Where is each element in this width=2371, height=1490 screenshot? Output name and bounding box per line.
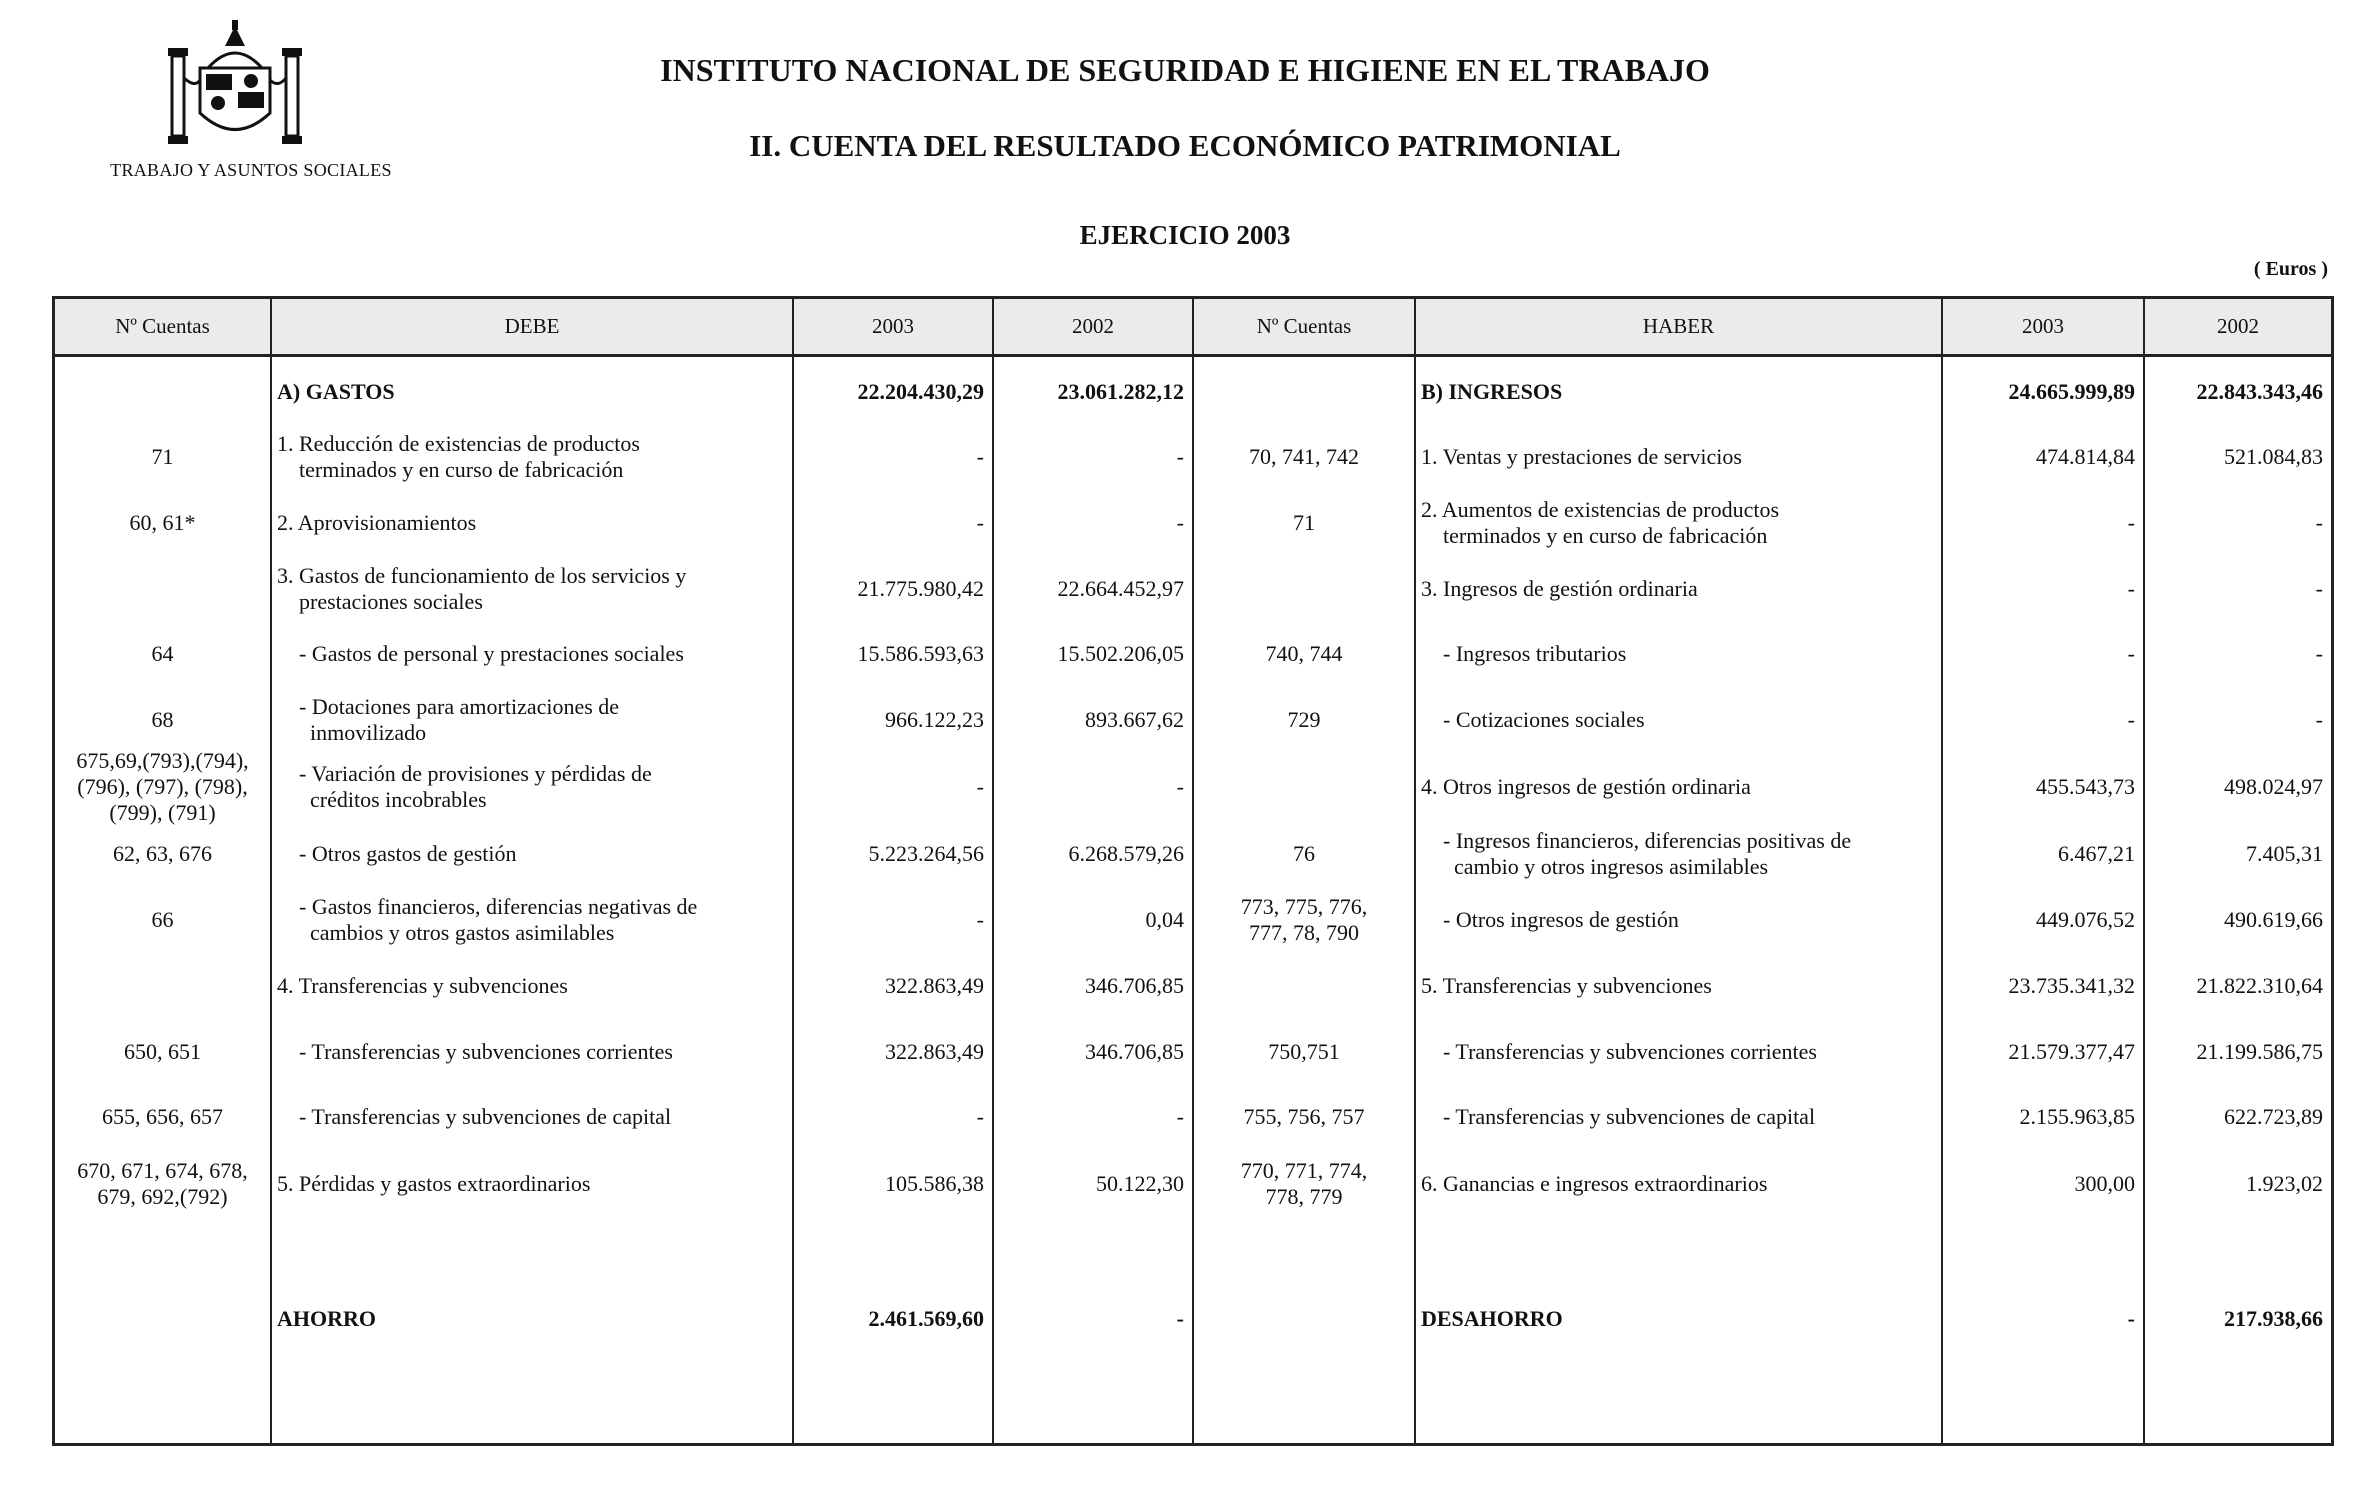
debe-concept-cell: 1. Reducción de existencias de productos terminados y en curso de fabricación [277,431,640,482]
income-statement-table [52,296,2334,1446]
haber-2002-cell: - [2315,576,2323,601]
haber-2003-cell: - [2127,1306,2135,1331]
haber-2003-cell: 24.665.999,89 [2008,379,2135,404]
debe-concept-cell: 5. Pérdidas y gastos extraordinarios [277,1171,591,1196]
haber-2003-cell: 455.543,73 [2036,774,2135,799]
haber-2002-cell: - [2315,641,2323,666]
haber-2002-cell: 21.199.586,75 [2196,1039,2323,1064]
haber-concept-cell: - Transferencias y subvenciones de capital [1421,1104,1816,1129]
haber-2002-cell: 217.938,66 [2224,1306,2323,1331]
haber-concept-cell: B) INGRESOS [1421,379,1563,404]
debe-account-cell: 650, 651 [124,1039,201,1064]
debe-2002-cell: - [1176,1306,1184,1331]
col-header-haber: HABER [1642,314,1715,338]
haber-2003-cell: - [2127,576,2135,601]
haber-account-cell: 729 [1287,707,1321,732]
debe-2002-cell: 346.706,85 [1085,1039,1184,1064]
exercise-year: EJERCICIO 2003 [1079,220,1291,250]
institute-title: INSTITUTO NACIONAL DE SEGURIDAD E HIGIENE EN EL TRABAJO [660,52,1710,88]
debe-concept-cell: - Variación de provisiones y pérdidas de créditos incobrables [299,761,652,812]
debe-2002-cell: - [1176,774,1184,799]
debe-account-cell: 64 [151,641,174,666]
haber-2002-cell: 521.084,83 [2224,444,2323,469]
haber-concept-cell: 1. Ventas y prestaciones de servicios [1421,444,1742,469]
haber-concept-cell: 2. Aumentos de existencias de productos terminados y en curso de fabricación [1421,497,1780,548]
col-header-accounts-debe: Nº Cuentas [115,314,210,338]
haber-account-cell: 71 [1293,510,1315,535]
ministry-name: TRABAJO Y ASUNTOS SOCIALES [110,160,392,180]
haber-account-cell: 773, 775, 776, 777, 78, 790 [1240,894,1368,945]
col-header-haber-2003: 2003 [2022,314,2064,338]
col-header-debe-2002: 2002 [1072,314,1114,338]
haber-concept-cell: - Transferencias y subvenciones corrientes [1421,1039,1817,1064]
debe-2002-cell: - [1176,444,1184,469]
haber-2002-cell: - [2315,707,2323,732]
column-divider [1414,299,1416,1443]
column-divider [270,299,272,1443]
coat-of-arms-logo [160,18,310,153]
debe-concept-cell: - Gastos de personal y prestaciones sociales [277,641,684,666]
haber-2003-cell: - [2127,707,2135,732]
debe-2002-cell: 23.061.282,12 [1057,379,1184,404]
debe-account-cell: 655, 656, 657 [102,1104,223,1129]
debe-2003-cell: 5.223.264,56 [868,841,984,866]
col-header-accounts-haber: Nº Cuentas [1256,314,1352,338]
debe-account-cell: 68 [151,707,174,732]
haber-2003-cell: 6.467,21 [2058,841,2135,866]
haber-2002-cell: 490.619,66 [2224,907,2323,932]
debe-2002-cell: 15.502.206,05 [1057,641,1184,666]
haber-concept-cell: DESAHORRO [1421,1306,1563,1331]
debe-account-cell: 60, 61* [129,510,196,535]
haber-concept-cell: - Ingresos tributarios [1421,641,1627,666]
haber-2003-cell: 2.155.963,85 [2019,1104,2135,1129]
haber-concept-cell: 5. Transferencias y subvenciones [1421,973,1712,998]
debe-2003-cell: - [976,907,984,932]
haber-2003-cell: - [2127,510,2135,535]
haber-2003-cell: 449.076,52 [2036,907,2135,932]
debe-2003-cell: - [976,774,984,799]
debe-2002-cell: - [1176,1104,1184,1129]
col-header-haber-2002: 2002 [2217,314,2259,338]
haber-2002-cell: 21.822.310,64 [2196,973,2323,998]
debe-2002-cell: - [1176,510,1184,535]
haber-concept-cell: - Cotizaciones sociales [1421,707,1645,732]
debe-2002-cell: 6.268.579,26 [1068,841,1184,866]
haber-concept-cell: 6. Ganancias e ingresos extraordinarios [1421,1171,1768,1196]
debe-account-cell: 71 [151,444,174,469]
debe-2003-cell: - [976,1104,984,1129]
debe-account-cell: 670, 671, 674, 678, 679, 692,(792) [77,1158,248,1209]
haber-account-cell: 76 [1293,841,1315,866]
debe-2003-cell: 966.122,23 [885,707,984,732]
debe-2002-cell: 0,04 [1145,907,1184,932]
debe-account-cell: 675,69,(793),(794), (796), (797), (798), (799), (791) [76,748,249,825]
col-header-debe-2003: 2003 [872,314,914,338]
haber-2003-cell: - [2127,641,2135,666]
report-subtitle: II. CUENTA DEL RESULTADO ECONÓMICO PATRIMONIAL [749,128,1621,163]
col-header-debe: DEBE [504,314,560,338]
debe-account-cell: 66 [151,907,174,932]
debe-2003-cell: 21.775.980,42 [857,576,984,601]
haber-2002-cell: 498.024,97 [2224,774,2323,799]
debe-2003-cell: 322.863,49 [885,973,984,998]
haber-concept-cell: 4. Otros ingresos de gestión ordinaria [1421,774,1751,799]
debe-2002-cell: 346.706,85 [1085,973,1184,998]
haber-concept-cell: - Otros ingresos de gestión [1421,907,1679,932]
haber-account-cell: 755, 756, 757 [1243,1104,1365,1129]
currency-units: ( Euros ) [2253,258,2328,280]
debe-2003-cell: - [976,444,984,469]
debe-concept-cell: - Gastos financieros, diferencias negativas de cambios y otros gastos asimilables [299,894,698,945]
debe-2003-cell: 15.586.593,63 [857,641,984,666]
haber-2003-cell: 474.814,84 [2036,444,2135,469]
haber-2002-cell: 622.723,89 [2224,1104,2323,1129]
haber-2003-cell: 300,00 [2074,1171,2135,1196]
debe-2003-cell: 322.863,49 [885,1039,984,1064]
debe-account-cell: 62, 63, 676 [113,841,212,866]
haber-2003-cell: 23.735.341,32 [2008,973,2135,998]
haber-account-cell: 750,751 [1268,1039,1340,1064]
debe-concept-cell: AHORRO [277,1306,376,1331]
debe-concept-cell: 4. Transferencias y subvenciones [277,973,568,998]
haber-2002-cell: 1.923,02 [2246,1171,2323,1196]
haber-account-cell: 770, 771, 774, 778, 779 [1240,1158,1368,1209]
debe-2002-cell: 50.122,30 [1096,1171,1184,1196]
debe-concept-cell: 3. Gastos de funcionamiento de los servicios y prestaciones sociales [277,563,687,614]
debe-concept-cell: - Dotaciones para amortizaciones de inmovilizado [299,694,620,745]
debe-2003-cell: 105.586,38 [885,1171,984,1196]
debe-2002-cell: 22.664.452,97 [1057,576,1184,601]
haber-2002-cell: 22.843.343,46 [2196,379,2323,404]
haber-concept-cell: 3. Ingresos de gestión ordinaria [1421,576,1698,601]
debe-concept-cell: - Transferencias y subvenciones de capital [277,1104,672,1129]
haber-concept-cell: - Ingresos financieros, diferencias positivas de cambio y otros ingresos asimilables [1443,828,1852,879]
debe-concept-cell: - Transferencias y subvenciones corrientes [277,1039,673,1064]
haber-2002-cell: - [2315,510,2323,535]
haber-2003-cell: 21.579.377,47 [2008,1039,2135,1064]
haber-account-cell: 740, 744 [1265,641,1343,666]
debe-2003-cell: 22.204.430,29 [857,379,984,404]
haber-2002-cell: 7.405,31 [2246,841,2323,866]
debe-concept-cell: 2. Aprovisionamientos [277,510,477,535]
debe-concept-cell: - Otros gastos de gestión [277,841,517,866]
haber-account-cell: 70, 741, 742 [1249,444,1359,469]
debe-2002-cell: 893.667,62 [1085,707,1184,732]
debe-concept-cell: A) GASTOS [277,379,395,404]
debe-2003-cell: - [976,510,984,535]
debe-2003-cell: 2.461.569,60 [868,1306,984,1331]
